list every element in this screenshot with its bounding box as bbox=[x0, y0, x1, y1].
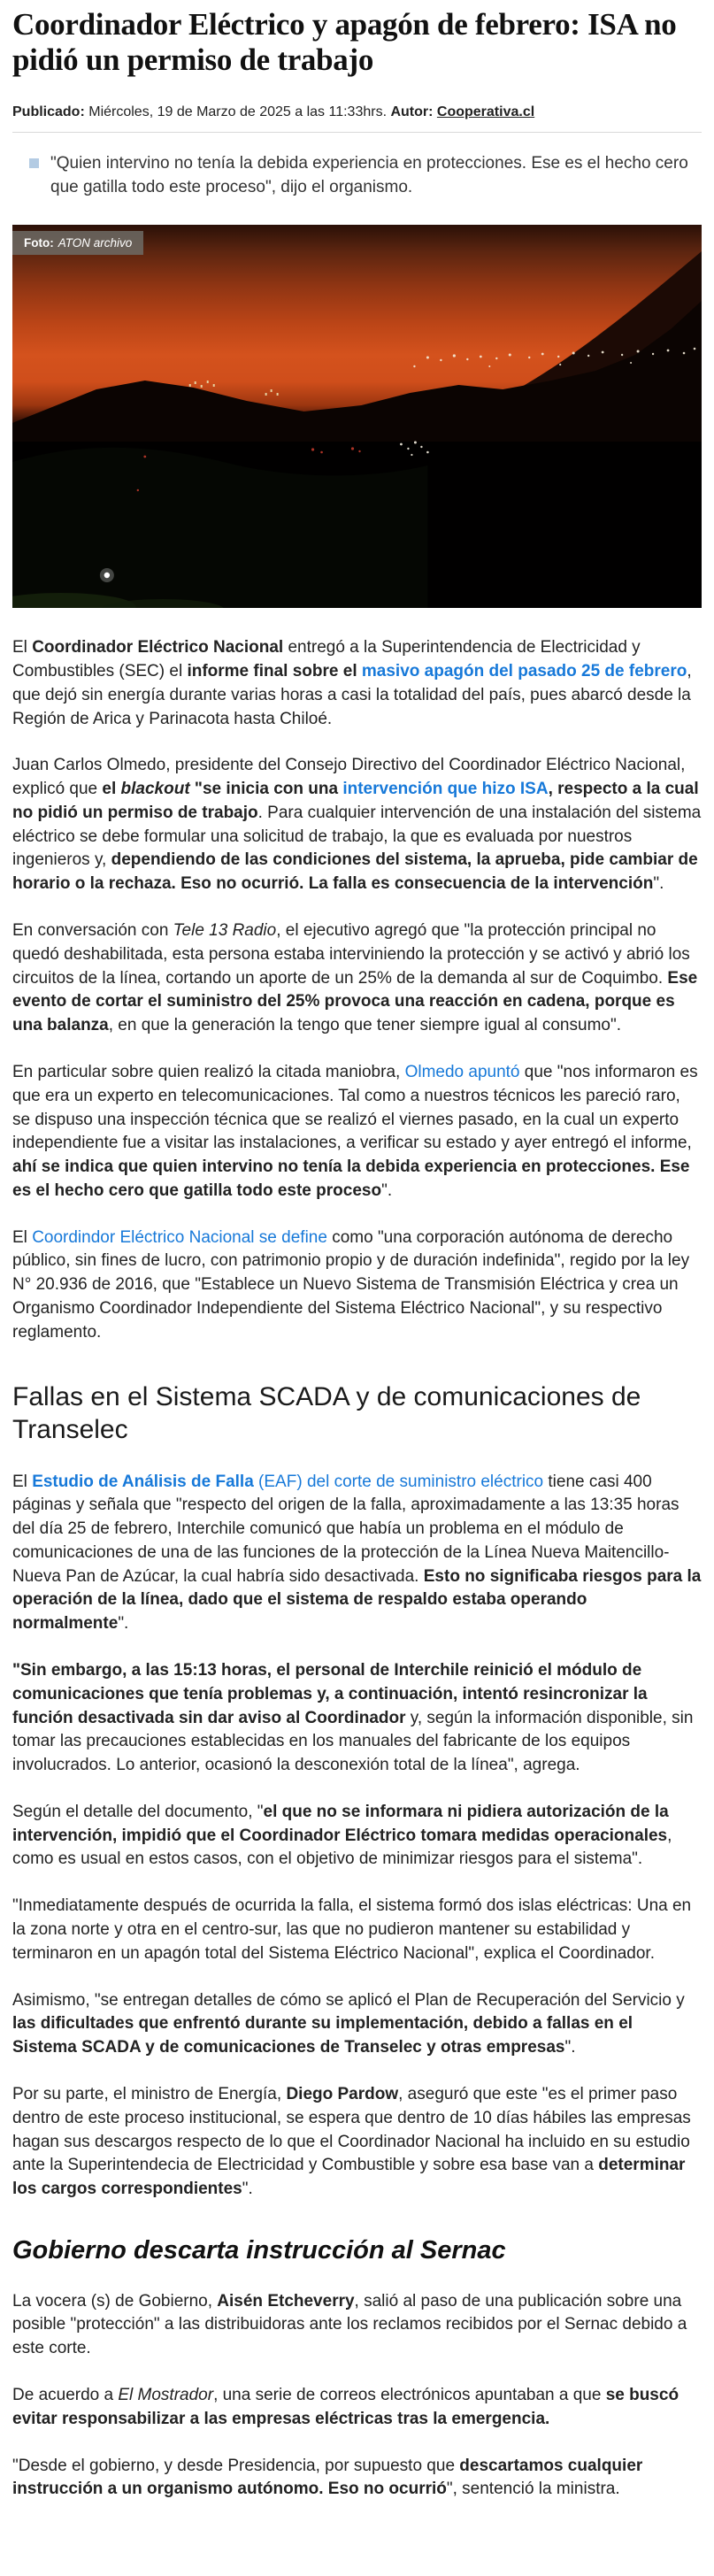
text-run: como "una corporación autónoma de derecho público, sin fines de lucro, con patrimonio propio y de duración indefinida", regido por la ley N° 20.936 de 2016, que "Establece un Nuevo Sistema de Transmisión Eléctrica y crea un Organismo Coordinador Independiente del Sistema Eléctrico Nacional", y su respectivo reglamento. bbox=[12, 1227, 690, 1342]
paragraph bbox=[12, 1659, 702, 1778]
text-run: ". bbox=[381, 1180, 393, 1200]
text-run: , que dejó sin energía durante varias horas a casi la totalidad del país, pues abarcó desde la Región de Arica y Parinacota hasta Chiloé. bbox=[12, 662, 692, 728]
paragraph bbox=[12, 1895, 702, 1965]
text-run: se buscó evitar responsabilizar a las empresas eléctricas tras la emergencia. bbox=[12, 2385, 679, 2428]
text-run: ". bbox=[242, 2180, 253, 2199]
text-run: ". bbox=[564, 2038, 576, 2057]
text-run: Autor: bbox=[390, 104, 437, 120]
text-run: En particular sobre quien realizó la citada maniobra, bbox=[12, 1062, 405, 1081]
inline-link[interactable]: masivo apagón del pasado 25 de febrero bbox=[361, 662, 687, 681]
text-run: Esto no significaba riesgos para la operación de la línea, dado que el sistema de respaldo estaba operando normalmente bbox=[12, 1566, 702, 1634]
text-run: ". bbox=[118, 1614, 129, 1634]
text-run: Miércoles, 19 de Marzo de 2025 a las 11:33hrs. bbox=[88, 104, 391, 120]
text-run: tiene casi 400 páginas y señala que "respecto del origen de la falla, aproximadamente a las 13:35 horas del día 25 de febrero, Interchile comunicó que había un problema en el módulo de comunicaciones de una de las funciones de la protección de la Línea Nueva Maitencillo-Nueva Pan de Azúcar, la cual habría sido desactivada. bbox=[12, 1472, 679, 1586]
text-run: El bbox=[12, 1227, 33, 1247]
inline-link[interactable]: Estudio de Análisis de Falla bbox=[32, 1472, 254, 1491]
text-run: , como es usual en estos casos, con el objetivo de minimizar riesgos para el sistema". bbox=[12, 1826, 672, 1869]
article-body bbox=[12, 636, 702, 2502]
paragraph bbox=[12, 1801, 702, 1872]
photo-credit-source: ATON archivo bbox=[58, 236, 133, 250]
text-run: Coordinador Eléctrico Nacional bbox=[32, 638, 284, 657]
inline-link[interactable]: Olmedo apuntó bbox=[404, 1062, 520, 1081]
text-run: El bbox=[12, 1472, 33, 1491]
text-run: De acuerdo a bbox=[12, 2385, 119, 2404]
text-run: entregó a la Superintendencia de Electricidad y Combustibles (SEC) el bbox=[12, 638, 641, 681]
text-run: blackout bbox=[120, 780, 190, 799]
text-run: determinar los cargos correspondientes bbox=[12, 2156, 686, 2199]
text-run: . Para cualquier intervención de una instalación del sistema eléctrico se debe formular una solicitud de trabajo, la que es evaluada por nuestros ingenieros y, bbox=[12, 803, 702, 870]
text-run: Por su parte, el ministro de Energía, bbox=[12, 2084, 287, 2103]
inline-link[interactable]: Coordindor Eléctrico Nacional se define bbox=[32, 1227, 327, 1247]
text-run: ". bbox=[653, 874, 664, 894]
text-run: , una serie de correos electrónicos apuntaban a que bbox=[213, 2385, 606, 2404]
text-run: La vocera (s) de Gobierno, bbox=[12, 2291, 218, 2311]
text-run: , respecto a la cual no pidió un permiso de trabajo bbox=[12, 780, 699, 822]
text-run: Tele 13 Radio bbox=[173, 921, 277, 941]
inline-link[interactable]: intervención que hizo ISA bbox=[342, 780, 549, 799]
lead-quote bbox=[12, 152, 702, 200]
text-run: que "nos informaron es que era un experto en telecomunicaciones. Tal como a nuestros técnicos les pareció raro, se dispuso una inspección técnica que se realizó el viernes pasado, en la cual un experto independiente fue a visitar las instalaciones, a verificar su estado y ayer entregó el informe, bbox=[12, 1062, 698, 1153]
paragraph bbox=[12, 1226, 702, 1345]
article-meta bbox=[12, 104, 702, 120]
text-run: Aisén Etcheverry bbox=[217, 2291, 355, 2311]
paragraph bbox=[12, 636, 702, 731]
text-run: descartamos cualquier instrucción a un organismo autónomo. Eso no ocurrió bbox=[12, 2456, 643, 2499]
paragraph bbox=[12, 2290, 702, 2361]
article-photo bbox=[12, 225, 702, 608]
paragraph bbox=[12, 2083, 702, 2202]
text-run: "se inicia con una bbox=[189, 780, 343, 799]
text-run: ahí se indica que quien intervino no tenía la debida experiencia en protecciones. Ese es el hecho cero que gatilla todo este proceso bbox=[12, 1157, 690, 1200]
text-run: Según el detalle del documento, " bbox=[12, 1802, 264, 1821]
text-run: , el ejecutivo agregó que "la protección principal no quedó deshabilitada, esta persona estaba interviniendo la protección y se activó y abrió los circuitos de la línea, cortando un aporte de un 25% de la demanda al sur de Coquimbo. bbox=[12, 921, 690, 988]
text-run: Ese evento de cortar el suministro del 25% provoca una reacción en cadena, porque es una balanza bbox=[12, 968, 698, 1035]
text-run: el que no se informara ni pidiera autorización de la intervención, impidió que el Coordinador Eléctrico tomara medidas operacionales bbox=[12, 1802, 669, 1845]
section-heading: Gobierno descarta instrucción al Sernac bbox=[12, 2235, 506, 2265]
divider bbox=[12, 132, 702, 133]
text-run: "Sin embargo, a las 15:13 horas, el personal de Interchile reinició el módulo de comunicaciones que tenía problemas y, a continuación, intentó resincronizar la función desactivada sin dar aviso al Coordinador bbox=[12, 1661, 648, 1727]
paragraph bbox=[12, 1471, 702, 1636]
text-run: En conversación con bbox=[12, 921, 173, 941]
paragraph bbox=[12, 754, 702, 896]
paragraph bbox=[12, 1061, 702, 1203]
paragraph bbox=[12, 1989, 702, 2060]
text-run: y, según la información disponible, sin tomar las precauciones establecidas en los manuales del fabricante de los equipos involucrados. Lo anterior, ocasionó la desconexión total de la línea", agrega. bbox=[12, 1708, 694, 1775]
text-run: "Desde el gobierno, y desde Presidencia, por supuesto que bbox=[12, 2456, 460, 2475]
text-run: Juan Carlos Olmedo, presidente del Consejo Directivo del Coordinador Eléctrico Nacional, explicó que bbox=[12, 756, 686, 799]
square-bullet-icon bbox=[29, 158, 39, 168]
text-run: Diego Pardow bbox=[286, 2084, 399, 2103]
text-run: dependiendo de las condiciones del sistema, la aprueba, pide cambiar de horario o la rechaza. Eso no ocurrió. La falla es consecuencia de la intervención bbox=[12, 850, 698, 894]
paragraph bbox=[12, 2384, 702, 2432]
text-run: las dificultades que enfrentó durante su implementación, debido a fallas en el Sistema SCADA y de comunicaciones de Transelec y otras empresas bbox=[12, 2014, 633, 2057]
text-run: ", sentenció la ministra. bbox=[446, 2480, 620, 2499]
text-run: El bbox=[12, 638, 33, 657]
text-run: informe final sobre el bbox=[187, 662, 362, 681]
paragraph bbox=[12, 2455, 702, 2503]
paragraph bbox=[12, 919, 702, 1038]
text-run: , salió al paso de una publicación sobre una posible "protección" a las distribuidoras ante los reclamos recibidos por el Sernac debido a este corte. bbox=[12, 2291, 687, 2358]
text-run: Publicado: bbox=[12, 104, 89, 120]
photo-credit-label: Foto: bbox=[24, 236, 54, 250]
text-run: El Mostrador bbox=[118, 2385, 214, 2404]
text-run: , aseguró que este "es el primer paso dentro de este proceso institucional, se espera que dentro de 10 días hábiles las empresas hagan sus descargos respecto de lo que el Coordinador Nacional ha incluido en su estudio ante la Superintendecia de Electricidad y Combustible y sobre esa base van a bbox=[12, 2084, 691, 2175]
text-run: el bbox=[102, 780, 121, 799]
text-run: "Inmediatamente después de ocurrida la falla, el sistema formó dos islas eléctricas: Una en la zona norte y otra en el centro-sur, las que no pudieron mantener su estabilidad y terminaron en un apagón total del Sistema Eléctrico Nacional", explica el Coordinador. bbox=[12, 1896, 692, 1963]
text-run: Asimismo, "se entregan detalles de cómo se aplicó el Plan de Recuperación del Servicio y bbox=[12, 1990, 685, 2010]
inline-link[interactable]: (EAF) del corte de suministro eléctrico bbox=[253, 1472, 544, 1491]
photo-credit-badge bbox=[12, 231, 143, 255]
lead-quote-text: "Quien intervino no tenía la debida experiencia en protecciones. Ese es el hecho cero que gatilla todo este proceso", dijo el organismo. bbox=[50, 154, 688, 197]
inline-link[interactable]: Cooperativa.cl bbox=[436, 104, 535, 120]
text-run: , en que la generación la tengo que tener siempre igual al consumo". bbox=[108, 1016, 621, 1035]
article-headline: Coordinador Eléctrico y apagón de febrero: ISA no pidió un permiso de trabajo bbox=[12, 7, 677, 77]
sunset-blackout-photo bbox=[12, 225, 702, 608]
section-heading: Fallas en el Sistema SCADA y de comunicaciones de Transelec bbox=[12, 1381, 641, 1445]
